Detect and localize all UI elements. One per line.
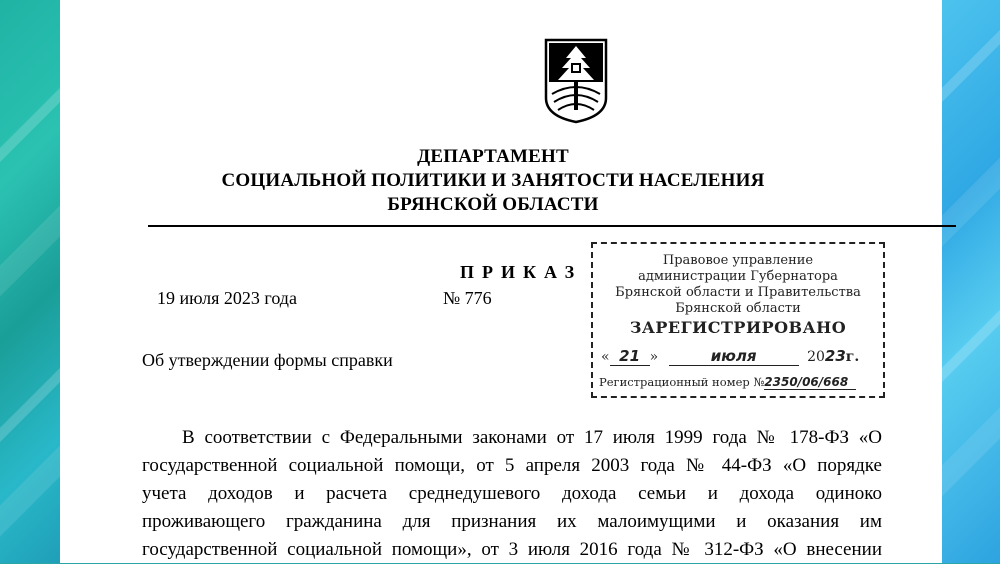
order-subject: Об утверждении формы справки <box>142 350 393 370</box>
stamp-month: июля <box>669 347 799 366</box>
stamp-year: 23 <box>824 347 846 365</box>
right-background-panel <box>942 0 1000 563</box>
stamp-registration-line <box>599 375 856 390</box>
body-line: проживающего гражданина для признания их малоимущими и оказания им <box>142 511 882 532</box>
order-number: № 776 <box>443 288 492 308</box>
stamp-reg-number: 2350/06/668 <box>764 375 856 390</box>
order-date: 19 июля 2023 года <box>157 288 297 308</box>
stamp-line: Правовое управление <box>662 253 814 268</box>
left-background-panel <box>0 0 60 563</box>
stamp-line: Брянской области и Правительства <box>615 285 861 300</box>
document-page <box>60 0 942 563</box>
department-title-line2: СОЦИАЛЬНОЙ ПОЛИТИКИ И ЗАНЯТОСТИ НАСЕЛЕНИЯ <box>221 170 765 191</box>
body-line: государственной социальной помощи, от 5 апреля 2003 года № 44-ФЗ «О порядке <box>142 455 882 476</box>
stamp-year-suffix: г. <box>845 349 860 365</box>
body-line: учета доходов и расчета среднедушевого дохода семьи и дохода одиноко <box>142 483 882 504</box>
stamp-date-line: « 21 » июля 2023г. <box>601 347 860 365</box>
department-title-line1: ДЕПАРТАМЕНТ <box>417 146 569 167</box>
stamp-line: администрации Губернатора <box>638 269 838 284</box>
body-line: В соответствии с Федеральными законами от 17 июля 1999 года № 178-ФЗ «О <box>182 427 882 448</box>
stamp-status: ЗАРЕГИСТРИРОВАНО <box>629 318 847 337</box>
stamp-year-prefix: 20 <box>807 349 825 365</box>
body-line: государственной социальной помощи», от 3 июля 2016 года № 312-ФЗ «О внесении <box>142 539 882 560</box>
department-title-line3: БРЯНСКОЙ ОБЛАСТИ <box>387 194 599 215</box>
order-title: ПРИКАЗ <box>460 262 583 282</box>
header-divider <box>148 225 956 227</box>
stamp-reg-label: Регистрационный номер № <box>599 375 765 389</box>
coat-of-arms-icon <box>542 36 610 124</box>
stamp-day: 21 <box>610 347 650 366</box>
stamp-line: Брянской области <box>675 301 801 316</box>
registration-stamp <box>591 242 885 398</box>
